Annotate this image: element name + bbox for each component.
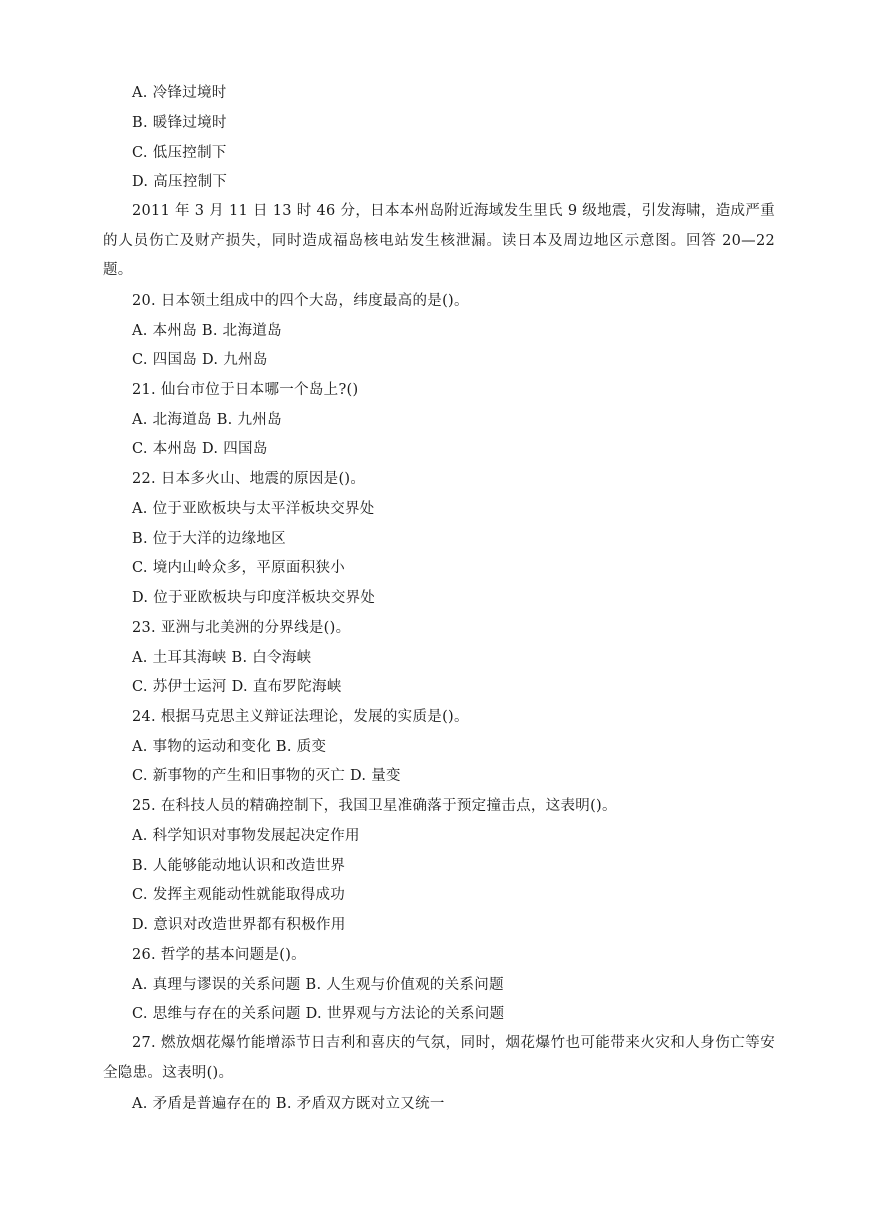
- q26-options-ab: A. 真理与谬误的关系问题 B. 人生观与价值观的关系问题: [132, 977, 504, 993]
- q22-option-c: C. 境内山岭众多，平原面积狭小: [132, 560, 346, 576]
- q19-option-b: B. 暖锋过境时: [132, 115, 227, 131]
- q23-stem: 23. 亚洲与北美洲的分界线是()。: [132, 620, 351, 636]
- q25-stem: 25. 在科技人员的精确控制下，我国卫星准确落于预定撞击点，这表明()。: [132, 798, 617, 814]
- q26-options-cd: C. 思维与存在的关系问题 D. 世界观与方法论的关系问题: [132, 1006, 505, 1022]
- q23-options-cd: C. 苏伊士运河 D. 直布罗陀海峡: [132, 679, 342, 695]
- earthquake-intro-paragraph: 2011 年 3 月 11 日 13 时 46 分，日本本州岛附近海域发生里氏 9 级地震，引发海啸，造成严重的人员伤亡及财产损失，同时造成福岛核电站发生核泄漏。读日本及周边地区示意图。回答 20—22 题。: [103, 203, 775, 279]
- q22-stem: 22. 日本多火山、地震的原因是()。: [132, 471, 366, 487]
- q27-options-ab: A. 矛盾是普遍存在的 B. 矛盾双方既对立又统一: [132, 1096, 445, 1112]
- q20-stem: 20. 日本领土组成中的四个大岛，纬度最高的是()。: [132, 293, 469, 309]
- q22-option-b: B. 位于大洋的边缘地区: [132, 531, 286, 547]
- q22-option-a: A. 位于亚欧板块与太平洋板块交界处: [132, 501, 375, 517]
- q20-options-cd: C. 四国岛 D. 九州岛: [132, 352, 268, 368]
- q22-option-d: D. 位于亚欧板块与印度洋板块交界处: [132, 590, 376, 606]
- q25-option-b: B. 人能够能动地认识和改造世界: [132, 858, 346, 874]
- q21-stem: 21. 仙台市位于日本哪一个岛上?(): [132, 382, 359, 398]
- q20-options-ab: A. 本州岛 B. 北海道岛: [132, 323, 282, 339]
- q25-option-c: C. 发挥主观能动性就能取得成功: [132, 887, 346, 903]
- q19-option-c: C. 低压控制下: [132, 145, 227, 161]
- q25-option-a: A. 科学知识对事物发展起决定作用: [132, 828, 360, 844]
- q24-options-cd: C. 新事物的产生和旧事物的灭亡 D. 量变: [132, 768, 401, 784]
- q25-option-d: D. 意识对改造世界都有积极作用: [132, 917, 346, 933]
- q21-options-cd: C. 本州岛 D. 四国岛: [132, 441, 268, 457]
- q23-options-ab: A. 土耳其海峡 B. 白令海峡: [132, 650, 312, 666]
- q24-stem: 24. 根据马克思主义辩证法理论，发展的实质是()。: [132, 709, 469, 725]
- q19-option-d: D. 高压控制下: [132, 174, 228, 190]
- q27-stem-paragraph: 27. 燃放烟花爆竹能增添节日吉利和喜庆的气氛，同时，烟花爆竹也可能带来火灾和人身伤亡等安全隐患。这表明()。: [103, 1035, 775, 1081]
- q19-option-a: A. 冷锋过境时: [132, 85, 227, 101]
- q26-stem: 26. 哲学的基本问题是()。: [132, 947, 306, 963]
- q24-options-ab: A. 事物的运动和变化 B. 质变: [132, 739, 327, 755]
- q21-options-ab: A. 北海道岛 B. 九州岛: [132, 412, 282, 428]
